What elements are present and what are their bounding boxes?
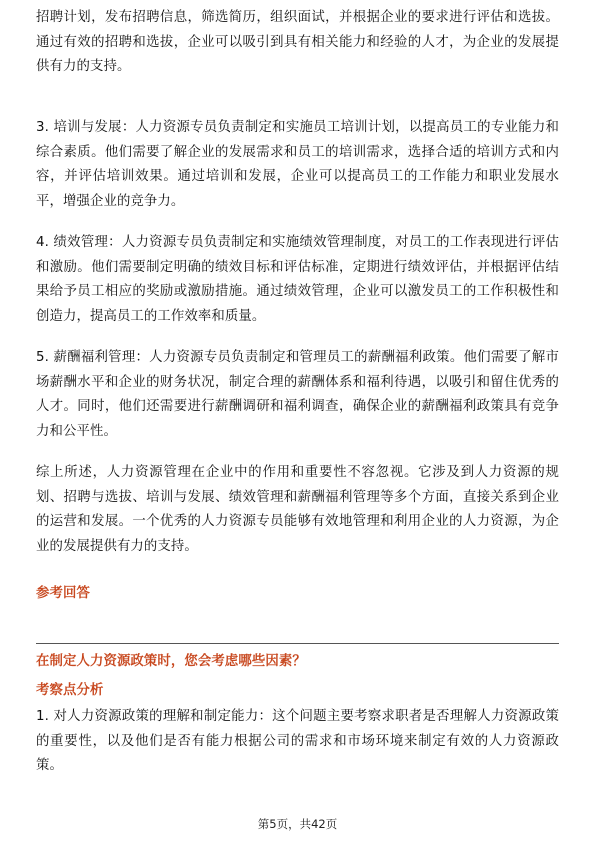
- paragraph-recruitment-continued: 招聘计划，发布招聘信息，筛选简历，组织面试，并根据企业的要求进行评估和选拔。通过有效的招聘和选拔，企业可以吸引到具有相关能力和经验的人才，为企业的发展提供有力的支持。: [36, 10, 559, 75]
- paragraph-performance-management: 4. 绩效管理：人力资源专员负责制定和实施绩效管理制度，对员工的工作表现进行评估和激励。他们需要制定明确的绩效目标和评估标准，定期进行绩效评估，并根据评估结果给予员工相应的奖励或激励措施。通过绩效管理，企业可以激发员工的工作积极性和创造力，提高员工的工作效率和质量。: [36, 235, 559, 324]
- analysis-heading: 考察点分析: [36, 683, 104, 698]
- section-divider: [36, 643, 559, 644]
- paragraph-training-development: 3. 培训与发展：人力资源专员负责制定和实施员工培训计划，以提高员工的专业能力和综合素质。他们需要了解企业的发展需求和员工的培训需求，选择合适的培训方式和内容，并评估培训效果。通过培训和发展，企业可以提高员工的工作能力和职业发展水平，增强企业的竞争力。: [36, 120, 559, 209]
- question-heading: 在制定人力资源政策时，您会考虑哪些因素？: [36, 654, 306, 669]
- paragraph-summary: 综上所述，人力资源管理在企业中的作用和重要性不容忽视。它涉及到人力资源的规划、招聘与选拔、培训与发展、绩效管理和薪酬福利管理等多个方面，直接关系到企业的运营和发展。一个优秀的人力资源专员能够有效地管理和利用企业的人力资源，为企业的发展提供有力的支持。: [36, 465, 559, 554]
- reference-answer-heading: 参考回答: [36, 586, 90, 601]
- analysis-paragraph: 1. 对人力资源政策的理解和制定能力：这个问题主要考察求职者是否理解人力资源政策的重要性，以及他们是否有能力根据公司的需求和市场环境来制定有效的人力资源政策。: [36, 709, 559, 774]
- paragraph-compensation-benefits: 5. 薪酬福利管理：人力资源专员负责制定和管理员工的薪酬福利政策。他们需要了解市场薪酬水平和企业的财务状况，制定合理的薪酬体系和福利待遇，以吸引和留住优秀的人才。同时，他们还需要进行薪酬调研和福利调查，确保企业的薪酬福利政策具有竞争力和公平性。: [36, 350, 559, 439]
- page-number-footer: 第5页，共42页: [257, 817, 338, 831]
